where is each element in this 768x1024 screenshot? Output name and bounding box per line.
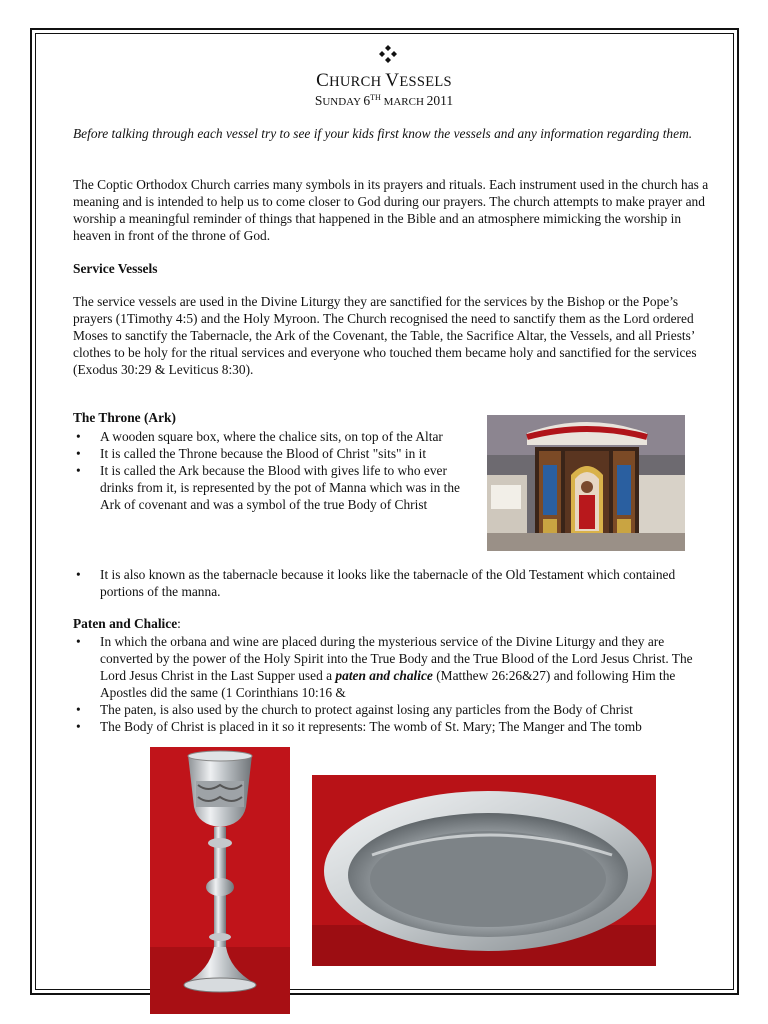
throne-bullet-list-continued [73, 566, 709, 600]
throne-heading: The Throne (Ark) [73, 410, 176, 425]
list-item: • A wooden square box, where the chalice sits, on top of the Altar [76, 429, 443, 444]
list-item: • It is also known as the tabernacle because it looks like the tabernacle of the Old Testament which contained portions of the manna. [76, 567, 676, 599]
throne-bullet-list [73, 428, 473, 513]
chalice-photo [150, 747, 290, 1014]
list-item: • The Body of Christ is placed in it so it represents: The womb of St. Mary; The Manger and The tomb [76, 719, 642, 734]
throne-ark-photo [487, 415, 685, 551]
ornament-icon [376, 42, 400, 66]
service-vessels-heading: Service Vessels [73, 261, 158, 276]
paten-photo [312, 775, 656, 966]
list-item: • The paten, is also used by the church to protect against losing any particles from the Body of Christ [76, 702, 633, 717]
intro-paragraph: The Coptic Orthodox Church carries many symbols in its prayers and rituals. Each instrument used in the church has a meaning and is intended to help us to come closer to God during our prayers. The church attempts to make prayer and worship a meaningful reminder of things that happened in the Bible and an atmosphere mimicking the worship in heaven in front of the throne of God. [73, 177, 709, 243]
intro-note: Before talking through each vessel try to see if your kids first know the vessels and any information regarding them. [73, 126, 693, 141]
service-vessels-paragraph: The service vessels are used in the Divine Liturgy they are sanctified for the services by the Bishop or the Pope’s prayers (1Timothy 4:5) and the Holy Myroon. The Church recognised the need to sanctify them as the Lord ordered Moses to sanctify the Tabernacle, the Ark of the Covenant, the Table, the Sacrifice Altar, the Vessels, and all Priests’ clothes to be holy for the ritual services and everyone who touched them became holy and sanctified for the services (Exodus 30:29 & Leviticus 8:30). [73, 294, 697, 377]
paten-chalice-heading: Paten and Chalice: [73, 616, 181, 631]
paten-bullet-list [73, 633, 713, 735]
page-date: SUNDAY 6TH MARCH 2011 [314, 93, 454, 108]
list-item: • It is called the Ark because the Blood with gives life to who ever drinks from it, is represented by the pot of Manna which was in the Ark of covenant and was a symbol of the true Body of Christ [76, 463, 460, 512]
list-item: • In which the orbana and wine are placed during the mysterious service of the Divine Liturgy and they are converted by the power of the Holy Spirit into the True Body and the True Blood of the Lord Jesus Christ. The Lord Jesus Christ in the Last Supper used a paten and chalice (Matthew 26:26&27) and following Him the Apostles did the same (1 Corinthians 10:16 & [76, 634, 693, 700]
list-item: • It is called the Throne because the Blood of Christ "sits" in it [76, 446, 427, 461]
page-title: CHURCH VESSELS [316, 70, 452, 91]
